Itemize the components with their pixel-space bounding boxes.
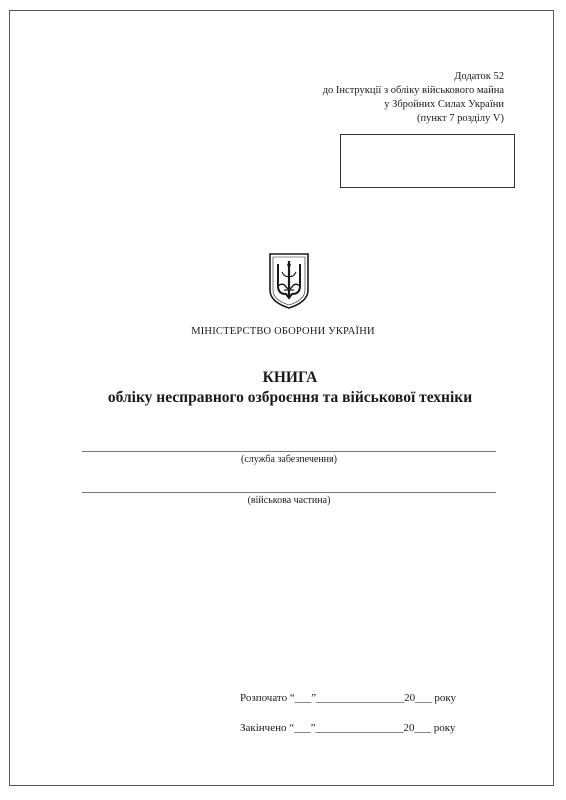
book-title: КНИГА [262, 369, 318, 386]
ministry-name: МІНІСТЕРСТВО ОБОРОНИ УКРАЇНИ [191, 326, 375, 337]
annex-line: у Збройних Силах України [384, 99, 504, 110]
book-subtitle: обліку несправного озброєння та військової техніки [107, 389, 473, 406]
annex-note [323, 70, 504, 126]
annex-line: (пункт 7 розділу V) [417, 113, 504, 124]
service-line [82, 451, 496, 452]
unit-caption: (військова частина) [247, 495, 331, 506]
unit-line [82, 492, 496, 493]
started-date-line: Розпочато “___”________________20___ року [240, 692, 457, 704]
annex-line: до Інструкції з обліку військового майна [322, 85, 504, 96]
registration-stamp-box [340, 134, 515, 188]
service-caption: (служба забезпечення) [241, 454, 337, 465]
finished-date-line: Закінчено “___”________________20___ року [240, 722, 456, 734]
annex-line: Додаток 52 [454, 71, 504, 82]
trident-coat-of-arms-icon [268, 252, 310, 310]
